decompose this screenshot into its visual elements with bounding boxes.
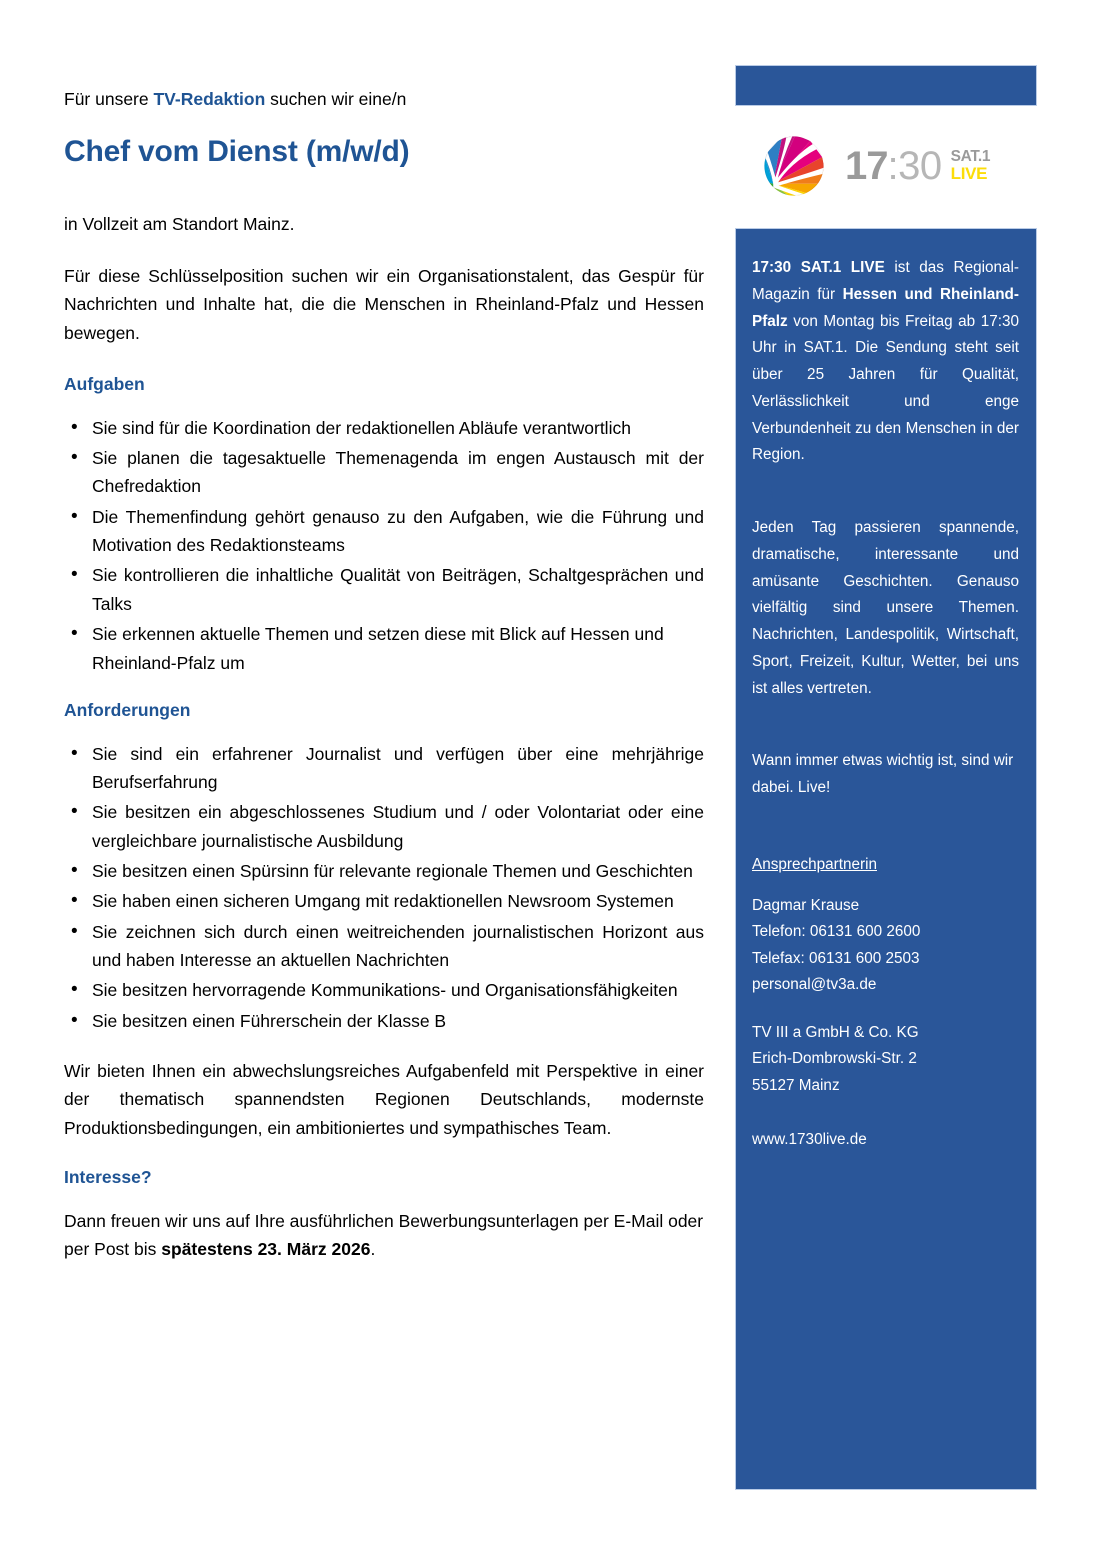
- requirements-list: [64, 740, 704, 1035]
- contact-fax: Telefax: 06131 600 2503: [752, 949, 920, 967]
- logo-channel-stack: [951, 149, 991, 186]
- offer-paragraph: Wir bieten Ihnen ein abwechslungsreiches Aufgabenfeld mit Perspektive in einer der thematisch spannendsten Regionen Deutschlands, modernste Produktionsbedingungen, ein ambitioniertes und sympathisches Team.: [64, 1061, 704, 1138]
- sidebar-top-accent-bar: [735, 65, 1037, 106]
- sidebar-spacer: [752, 726, 1019, 748]
- list-item: • Sie sind ein erfahrener Journalist und verfügen über eine mehrjährige Berufserfahrung: [64, 740, 704, 797]
- closing-text-after: .: [370, 1239, 376, 1260]
- closing-text-before: Dann freuen wir uns auf Ihre ausführlichen Bewerbungsunterlagen per E-Mail oder per Post bis: [64, 1210, 704, 1260]
- logo-zone: [735, 110, 1037, 222]
- company-address: [752, 1020, 1019, 1099]
- section-heading-tasks: Aufgaben: [64, 374, 145, 394]
- about-text-2: von Montag bis Freitag ab 17:30 Uhr in SAT.1. Die Sendung steht seit über 25 Jahren für Qualität, Verlässlichkeit und enge Verbundenheit zu den Menschen in der Region.: [752, 312, 1019, 464]
- list-item: • Sie besitzen ein abgeschlossenes Studium und / oder Volontariat oder eine vergleichbare journalistische Ausbildung: [64, 798, 704, 855]
- application-deadline: spätestens 23. März 2026: [161, 1239, 371, 1260]
- list-item: • Sie haben einen sicheren Umgang mit redaktionellen Newsroom Systemen: [64, 887, 704, 915]
- sidebar-info-panel: [735, 228, 1037, 1490]
- sidebar-spacer: [752, 493, 1019, 515]
- section-heading-interest: Interesse?: [64, 1167, 152, 1188]
- sidebar-spacer: [752, 1099, 1019, 1127]
- company-street: Erich-Dombrowski-Str. 2: [752, 1050, 917, 1068]
- list-item: • Die Themenfindung gehört genauso zu den Aufgaben, wie die Führung und Motivation des Redaktionsteams: [64, 503, 704, 560]
- about-paragraph: [752, 255, 1019, 469]
- sat1-ball-logo-icon: [757, 129, 831, 203]
- employment-type: in Vollzeit am Standort Mainz.: [64, 213, 295, 234]
- about-regions: Hessen und Rheinland-Pfalz: [752, 285, 1019, 330]
- sidebar-spacer: [752, 998, 1019, 1020]
- closing-paragraph: [64, 1207, 704, 1264]
- contact-person-name: Dagmar Krause: [752, 896, 860, 914]
- website-link[interactable]: www.1730live.de: [752, 1131, 867, 1149]
- list-item: • Sie zeichnen sich durch einen weitreichenden journalistischen Horizont aus und haben Interesse an aktuellen Nachrichten: [64, 918, 704, 975]
- contact-details: [752, 893, 1019, 998]
- list-item: • Sie besitzen hervorragende Kommunikations- und Organisationsfähigkeiten: [64, 976, 704, 1004]
- contact-phone: Telefon: 06131 600 2600: [752, 923, 921, 941]
- contact-section-heading: Ansprechpartnerin: [752, 856, 877, 874]
- eyebrow-line: [64, 88, 704, 112]
- logo-channel-name: SAT.1: [950, 147, 991, 165]
- about-text-1: ist das Regional-Magazin für: [752, 259, 1019, 303]
- section-heading-requirements: Anforderungen: [64, 699, 191, 720]
- about-show-name: 17:30 SAT.1 LIVE: [752, 259, 885, 276]
- company-city: 55127 Mainz: [752, 1076, 840, 1094]
- department-accent: TV-Redaktion: [153, 89, 266, 109]
- logo-time-bold: 17: [845, 144, 888, 188]
- logo-live-badge: LIVE: [950, 164, 988, 184]
- sidebar-spacer: [752, 826, 1019, 854]
- eyebrow-text-after: suchen wir eine/n: [265, 89, 407, 109]
- tagline-paragraph: Wann immer etwas wichtig ist, sind wir dabei. Live!: [752, 752, 1014, 797]
- list-item: • Sie besitzen einen Führerschein der Klasse B: [64, 1007, 704, 1035]
- contact-email-link[interactable]: personal@tv3a.de: [752, 975, 877, 993]
- list-item: • Sie erkennen aktuelle Themen und setzen diese mit Blick auf Hessen und Rheinland-Pfalz um: [64, 620, 704, 677]
- lead-paragraph: Für diese Schlüsselposition suchen wir ein Organisationstalent, das Gespür für Nachrichten und Inhalte hat, die die Menschen in Rheinland-Pfalz und Hessen bewegen.: [64, 265, 704, 343]
- list-item: • Sie sind für die Koordination der redaktionellen Abläufe verantwortlich: [64, 414, 704, 442]
- logo-time-light: :30: [887, 144, 942, 188]
- list-item: • Sie besitzen einen Spürsinn für relevante regionale Themen und Geschichten: [64, 857, 704, 885]
- eyebrow-text-before: Für unsere: [64, 89, 154, 109]
- topics-paragraph: Jeden Tag passieren spannende, dramatische, interessante und amüsante Geschichten. Genauso vielfältig sind unsere Themen. Nachrichten, Landespolitik, Wirtschaft, Sport, Freizeit, Kultur, Wetter, bei uns ist alles vertreten.: [752, 519, 1019, 697]
- list-item: • Sie planen die tagesaktuelle Themenagenda im engen Austausch mit der Chefredaktion: [64, 444, 704, 501]
- logo-wordmark: [845, 146, 990, 186]
- list-item: • Sie kontrollieren die inhaltliche Qualität von Beiträgen, Schaltgesprächen und Talks: [64, 561, 704, 618]
- page-title: Chef vom Dienst (m/w/d): [64, 134, 410, 168]
- company-name: TV III a GmbH & Co. KG: [752, 1024, 919, 1042]
- tasks-list: [64, 414, 704, 677]
- main-content-column: [64, 88, 704, 1288]
